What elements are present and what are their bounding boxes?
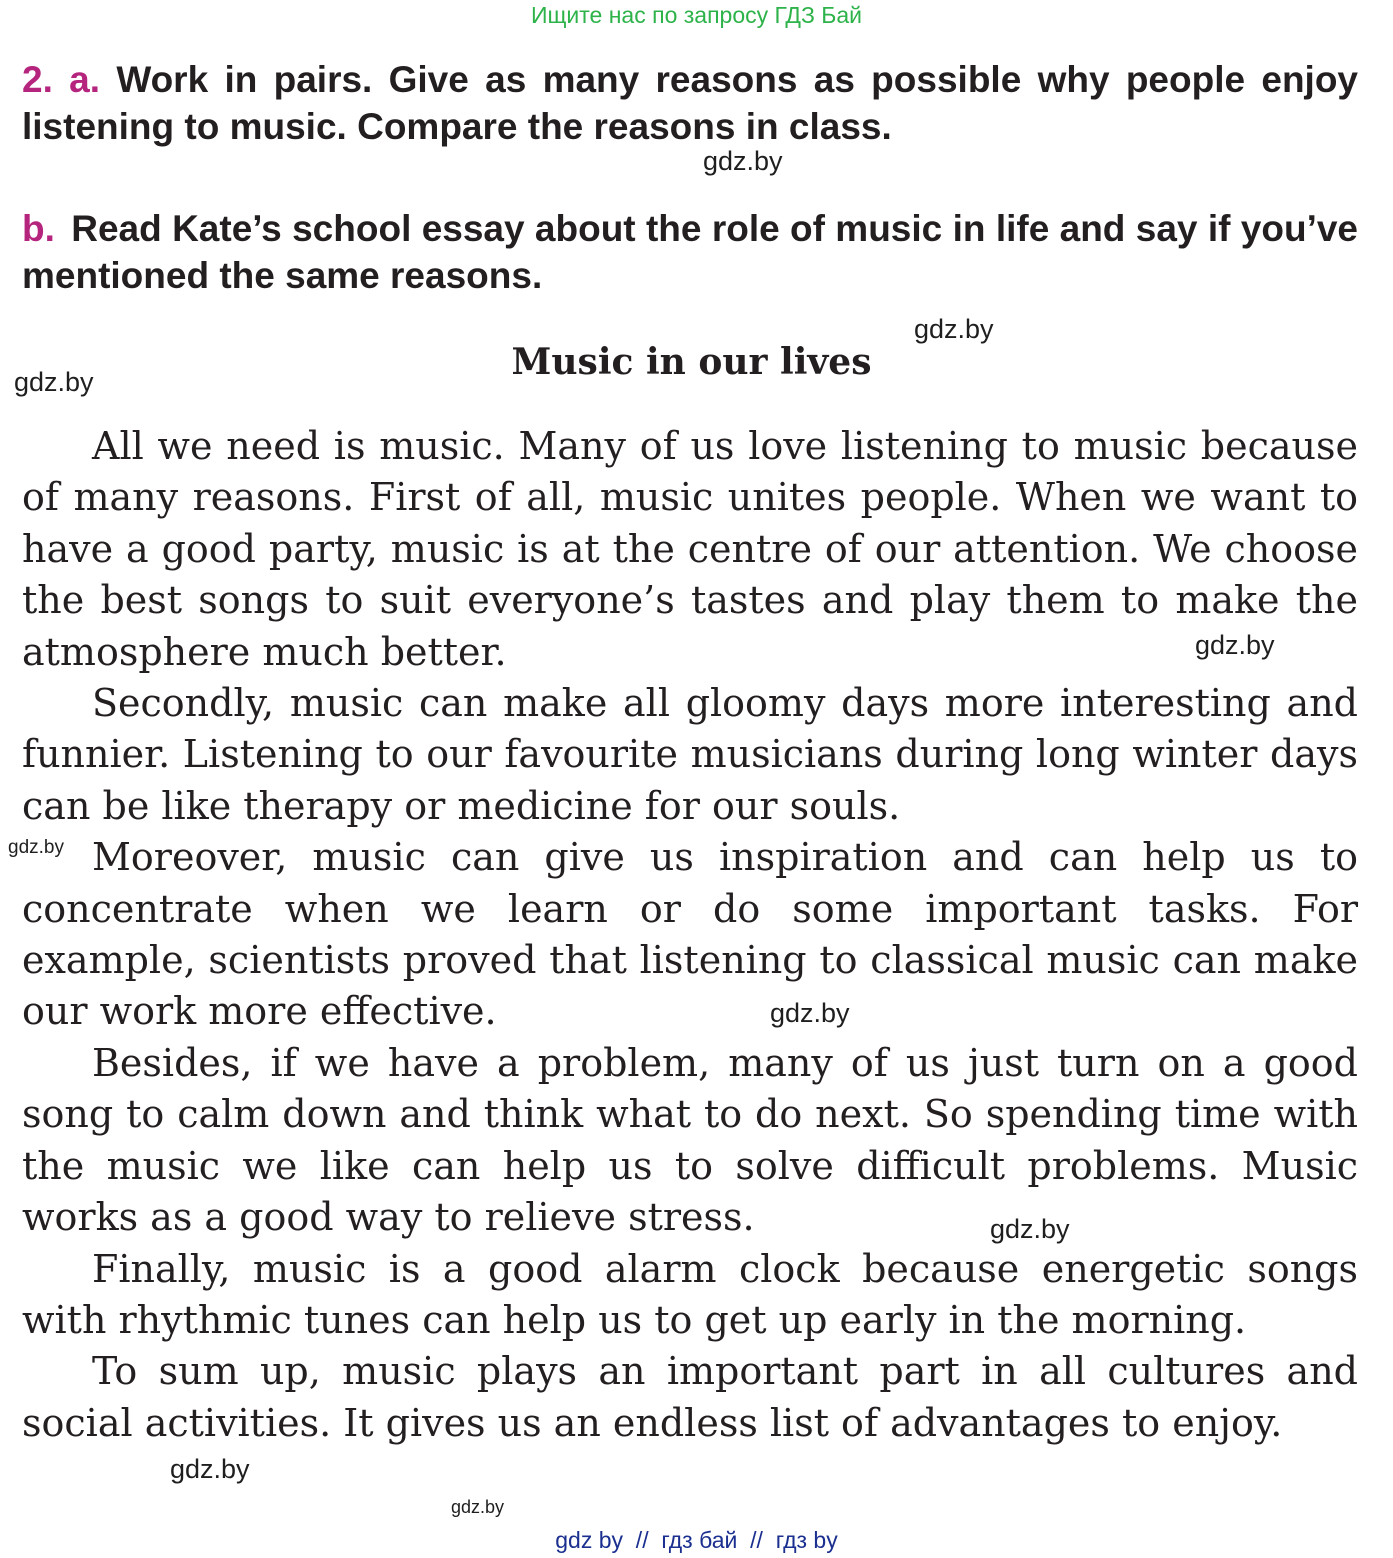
- essay-paragraph-3: Moreover, music can give us inspiration and can help us to concentrate when we learn or do some important tasks. For example, scientists proved that listening to classical music can make our work more effective.: [22, 835, 1358, 1034]
- task-2b: [22, 205, 1358, 299]
- footer: [0, 1525, 1393, 1555]
- task-2a-text: Work in pairs. Give as many reasons as possible why people enjoy listening to music. Compare the reasons in class.: [22, 59, 1358, 147]
- task-2a: [22, 56, 1358, 150]
- essay-paragraph-5: Finally, music is a good alarm clock because energetic songs with rhythmic tunes can help us to get up early in the morning.: [22, 1246, 1358, 1342]
- watermark: gdz.by: [8, 837, 64, 858]
- essay-title: [0, 338, 1393, 386]
- watermark: gdz.by: [170, 1454, 250, 1484]
- essay-paragraph-6: To sum up, music plays an important part in all cultures and social activities. It gives us an endless list of advantages to enjoy.: [22, 1349, 1358, 1445]
- watermark: gdz.by: [914, 314, 994, 344]
- essay-paragraph-4: Besides, if we have a problem, many of us just turn on a good song to calm down and think what to do next. So spending time with the music we like can help us to solve difficult problems. Music works as a good way to relieve stress.: [22, 1040, 1358, 1240]
- watermark: gdz.by: [770, 998, 850, 1028]
- watermark: gdz.by: [703, 146, 783, 176]
- watermark: gdz.by: [14, 367, 94, 397]
- essay-paragraph-1: All we need is music. Many of us love listening to music because of many reasons. First of all, music unites people. When we want to have a good party, music is at the centre of our attention. We choose the best songs to suit everyone’s tastes and play them to make the atmosphere much better.: [22, 424, 1358, 674]
- watermark: gdz.by: [990, 1214, 1070, 1244]
- essay-paragraph-2: Secondly, music can make all gloomy days more interesting and funnier. Listening to our favourite musicians during long winter days can be like therapy or medicine for our souls.: [22, 681, 1358, 828]
- top-banner: [0, 0, 1393, 30]
- footer-text: gdz by // гдз бай // гдз by: [555, 1527, 838, 1553]
- task-2b-number: b.: [22, 208, 55, 249]
- watermark: gdz.by: [1195, 630, 1275, 660]
- top-banner-text: Ищите нас по запросу ГДЗ Бай: [530, 2, 863, 28]
- essay-body: [22, 421, 1358, 1449]
- watermark: gdz.by: [451, 1497, 505, 1517]
- task-2a-number: 2. a.: [22, 59, 101, 100]
- task-2b-text: Read Kate’s school essay about the role of music in life and say if you’ve mentioned the same reasons.: [22, 208, 1358, 296]
- essay-title-text: Music in our lives: [511, 341, 872, 383]
